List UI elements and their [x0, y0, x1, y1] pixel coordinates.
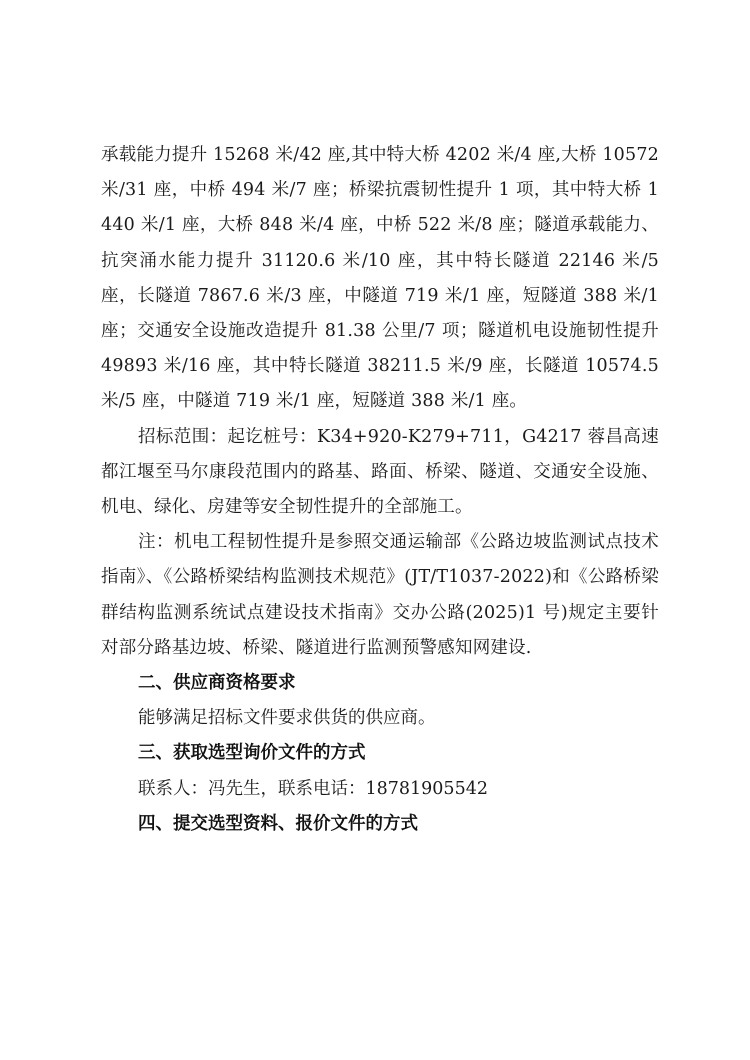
section-heading-supplier-qualification: 二、供应商资格要求: [138, 673, 296, 694]
document-body: [101, 138, 659, 842]
contact-info-text: 联系人：冯先生，联系电话：18781905542: [138, 778, 488, 799]
scope-quantities-paragraph: 承载能力提升 15268 米/42 座,其中特大桥 4202 米/4 座,大桥 10572 米/31 座，中桥 494 米/7 座；桥梁抗震韧性提升 1 项，其中特大桥 1440 米/1 座，大桥 848 米/4 座，中桥 522 米/8 座；隧道承载能力、抗突涌水能力提升 31120.6 米/10 座，其中特长隧道 22146 米/5 座，长隧道 7867.6 米/3 座，中隧道 719 米/1 座，短隧道 388 米/1 座；交通安全设施改造提升 81.38 公里/7 项；隧道机电设施韧性提升 49893 米/16 座，其中特长隧道 38211.5 米/9 座，长隧道 10574.5 米/5 座，中隧道 719 米/1 座，短隧道 388 米/1 座。: [101, 145, 659, 412]
supplier-qualification-text: 能够满足招标文件要求供货的供应商。: [138, 708, 436, 729]
section-heading-submit-documents: 四、提交选型资料、报价文件的方式: [138, 813, 418, 834]
tender-scope-paragraph: 招标范围：起讫桩号：K34+920-K279+711，G4217 蓉昌高速都江堰至马尔康段范围内的路基、路面、桥梁、隧道、交通安全设施、机电、绿化、房建等安全韧性提升的全部施工。: [101, 426, 659, 518]
note-paragraph: 注：机电工程韧性提升是参照交通运输部《公路边坡监测试点技术指南》、《公路桥梁结构监测技术规范》(JT/T1037-2022)和《公路桥梁群结构监测系统试点建设技术指南》交办公路(2025)1 号)规定主要针对部分路基边坡、桥梁、隧道进行监测预警感知网建设.: [101, 532, 659, 658]
section-heading-obtain-documents: 三、获取选型询价文件的方式: [138, 743, 366, 764]
